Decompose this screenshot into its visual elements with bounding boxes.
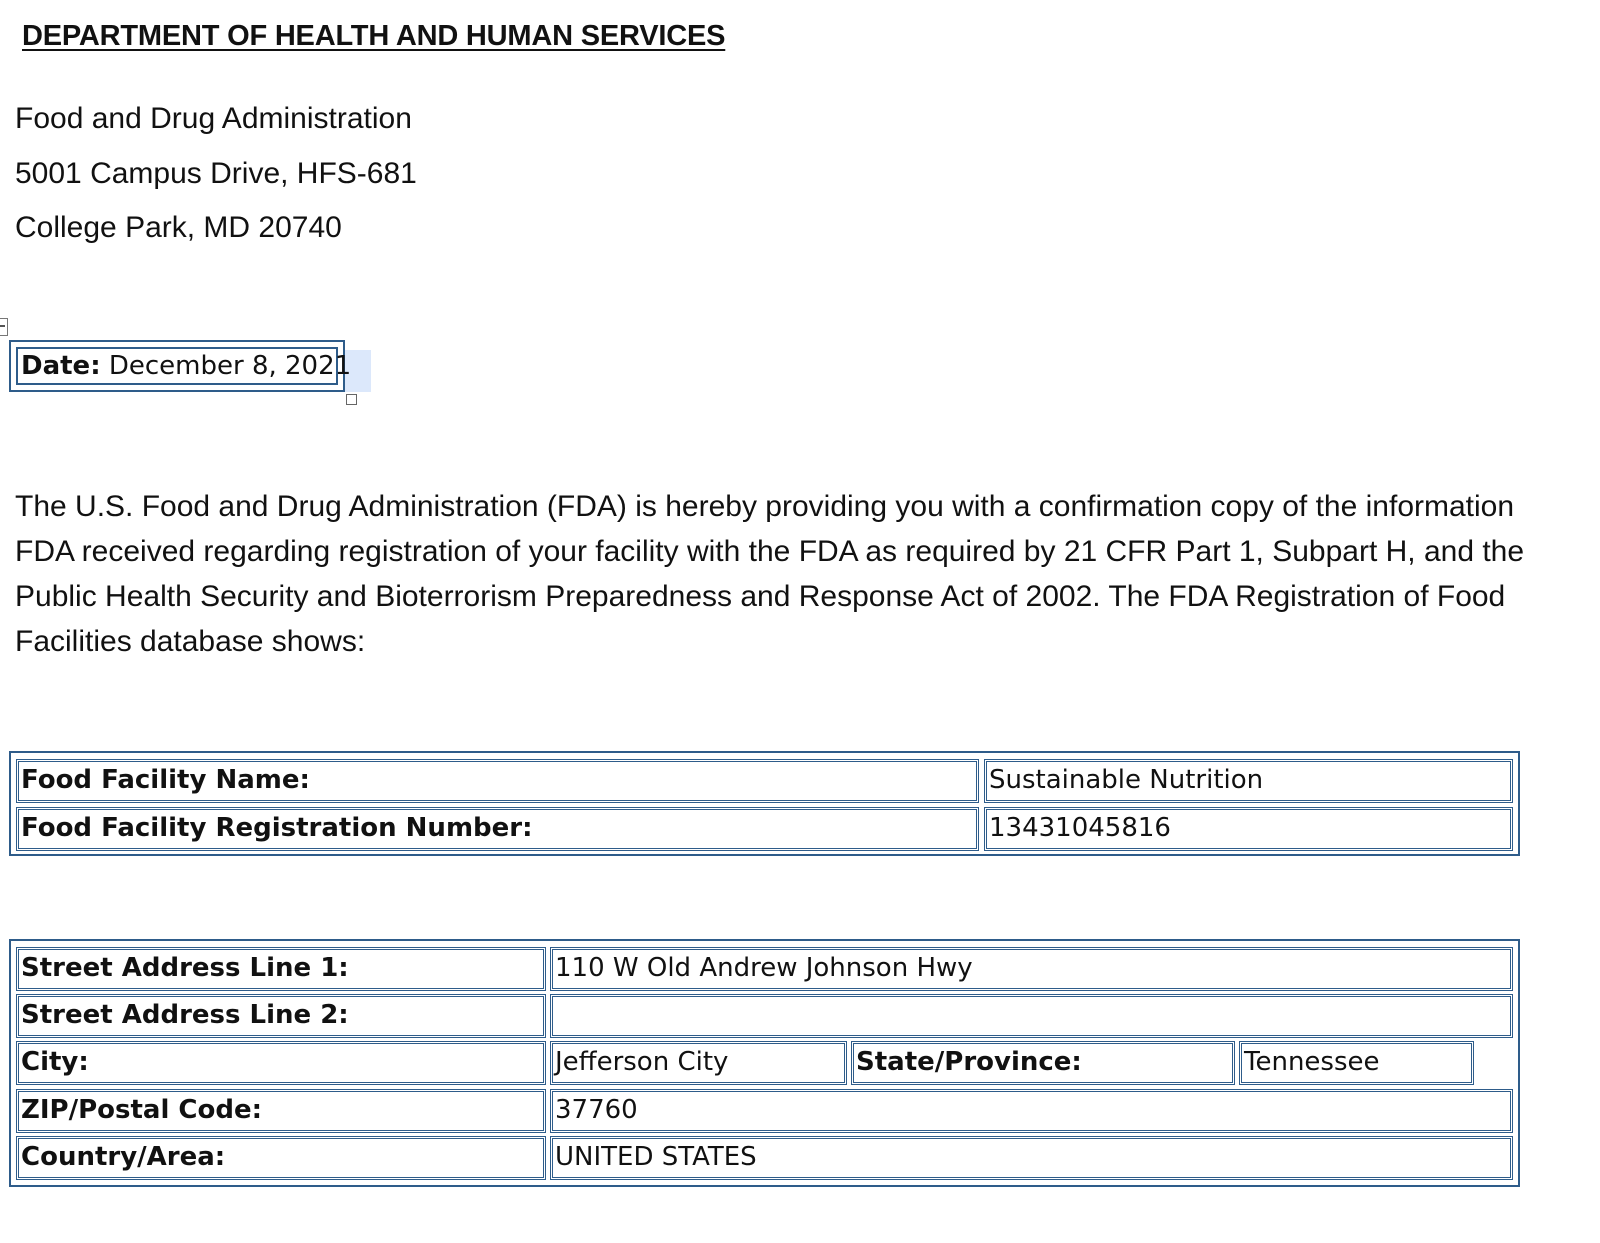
country-label: Country/Area:	[16, 1136, 546, 1180]
state-label: State/Province:	[851, 1041, 1235, 1085]
zip-value[interactable]: 37760	[550, 1089, 1513, 1133]
date-table	[9, 340, 352, 392]
intro-paragraph: The U.S. Food and Drug Administration (FDA) is hereby providing you with a confirmation copy of the information FDA received regarding registration of your facility with the FDA as required by 21 CFR Part 1, Subpart H, and the Public Health Security and Bioterrorism Preparedness and Response Act of 2002. The FDA Registration of Food Facilities database shows:	[15, 490, 1525, 658]
city-value[interactable]: Jefferson City	[550, 1041, 847, 1085]
table-move-handle-icon[interactable]	[0, 318, 8, 336]
zip-label: ZIP/Postal Code:	[16, 1089, 546, 1133]
street2-value[interactable]	[550, 994, 1513, 1038]
agency-city-line: College Park, MD 20740	[15, 211, 342, 244]
date-cell[interactable]	[16, 347, 352, 385]
facility-name-label: Food Facility Name:	[16, 759, 979, 803]
state-value[interactable]: Tennessee	[1239, 1041, 1474, 1085]
street1-label: Street Address Line 1:	[16, 947, 546, 991]
agency-name: Food and Drug Administration	[15, 102, 412, 135]
department-heading: DEPARTMENT OF HEALTH AND HUMAN SERVICES	[22, 20, 726, 52]
date-value: December 8, 2021	[108, 351, 352, 381]
street2-label: Street Address Line 2:	[16, 994, 546, 1038]
agency-street: 5001 Campus Drive, HFS-681	[15, 157, 417, 190]
facility-reg-value[interactable]: 13431045816	[984, 807, 1513, 851]
facility-reg-label: Food Facility Registration Number:	[16, 807, 979, 851]
city-label: City:	[16, 1041, 546, 1085]
facility-name-value[interactable]: Sustainable Nutrition	[984, 759, 1513, 803]
table-resize-handle-icon[interactable]	[346, 394, 357, 405]
date-label: Date:	[21, 351, 101, 381]
address-table	[9, 939, 1520, 1187]
street1-value[interactable]: 110 W Old Andrew Johnson Hwy	[550, 947, 1513, 991]
facility-table	[9, 751, 1520, 856]
country-value[interactable]: UNITED STATES	[550, 1136, 1513, 1180]
